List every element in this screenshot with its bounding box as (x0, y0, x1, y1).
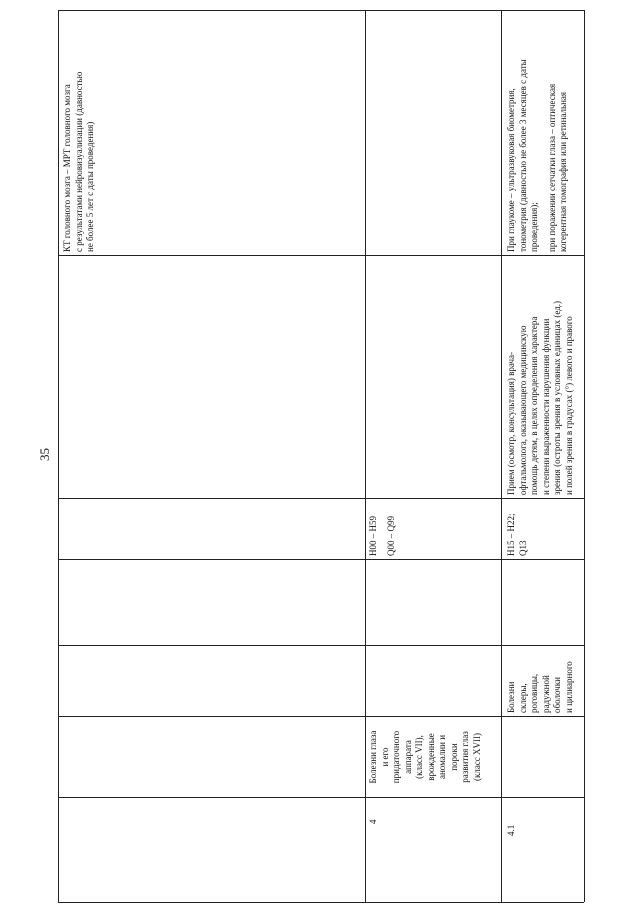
text-line: (класс VII), (414, 735, 424, 779)
text-line: и полей зрения в градусах (°) левого и правого (563, 316, 574, 495)
row41-recommendation (506, 18, 570, 252)
row4-disease-class (368, 719, 483, 795)
col-sep-6 (58, 716, 584, 717)
table-border-bottom (584, 10, 585, 902)
table-divider-row41 (501, 10, 502, 902)
text-line: офтальмолога, оказывающего медицинскую (517, 325, 528, 495)
text-line: придаточного (391, 730, 401, 784)
text-line: когерентная томография или ретинальная (558, 91, 568, 252)
text-line: проведения); (529, 202, 539, 252)
text-line: аппарата (402, 740, 413, 774)
code-line: H00 – H59 (368, 516, 378, 556)
text-line: при поражении сетчатки глаза – оптическая (546, 83, 557, 252)
text-line: Болезни (506, 681, 516, 713)
col-sep-8 (58, 902, 584, 903)
code-line: Q13 (517, 540, 528, 556)
text-line: оболочки (552, 677, 562, 713)
text-line: и цилиарного (563, 661, 574, 713)
text-line: и его (379, 747, 390, 767)
top-recommendation-text (62, 22, 97, 252)
text-line: аномалии и (437, 734, 447, 780)
row4-number: 4 (368, 819, 378, 824)
col-sep-1 (58, 10, 584, 11)
row4-codes (368, 501, 397, 556)
text-line: КТ головного мозга – МРТ головного мозга (62, 84, 72, 252)
text-line: тонометрия (давностью не более 3 месяцев с даты (517, 59, 528, 252)
text-line: не более 5 лет с даты проведения) (85, 121, 95, 252)
row41-service (506, 259, 575, 495)
col-sep-2 (58, 255, 584, 256)
text-line: радужной (540, 675, 551, 713)
col-sep-4 (58, 559, 584, 560)
text-line: пороки (448, 743, 459, 771)
code-line: Q00 – Q99 (385, 516, 396, 556)
table-border-top (58, 10, 59, 902)
page-number: 35 (37, 448, 52, 461)
text-line: с результатами нейровизуализации (давностью (73, 71, 84, 252)
text-line: зрения (остроты зрения в условных единицах (ед.) (552, 300, 562, 495)
text-line: роговицы, (529, 673, 539, 713)
text-line: Прием (осмотр, консультация) врача- (506, 351, 516, 495)
code-line: H15 – H22; (506, 513, 516, 556)
text-line: При глаукоме – ультразвуковая биометрия, (506, 88, 516, 252)
row41-disease (506, 645, 575, 713)
text-line: Болезни глаза (368, 730, 378, 784)
table-divider-row4 (365, 10, 366, 902)
row41-number: 4.1 (506, 824, 516, 836)
col-sep-3 (58, 498, 584, 499)
text-line: и степени выраженности нарушения функции (540, 318, 551, 495)
row41-codes (506, 501, 529, 556)
text-line: врожденные (425, 733, 436, 781)
text-line: помощь детям, в целях определения характера (529, 316, 539, 495)
text-line: (класс XVII) (471, 732, 482, 782)
text-line: развития глаз (460, 731, 470, 783)
text-line: склеры, (517, 683, 528, 713)
